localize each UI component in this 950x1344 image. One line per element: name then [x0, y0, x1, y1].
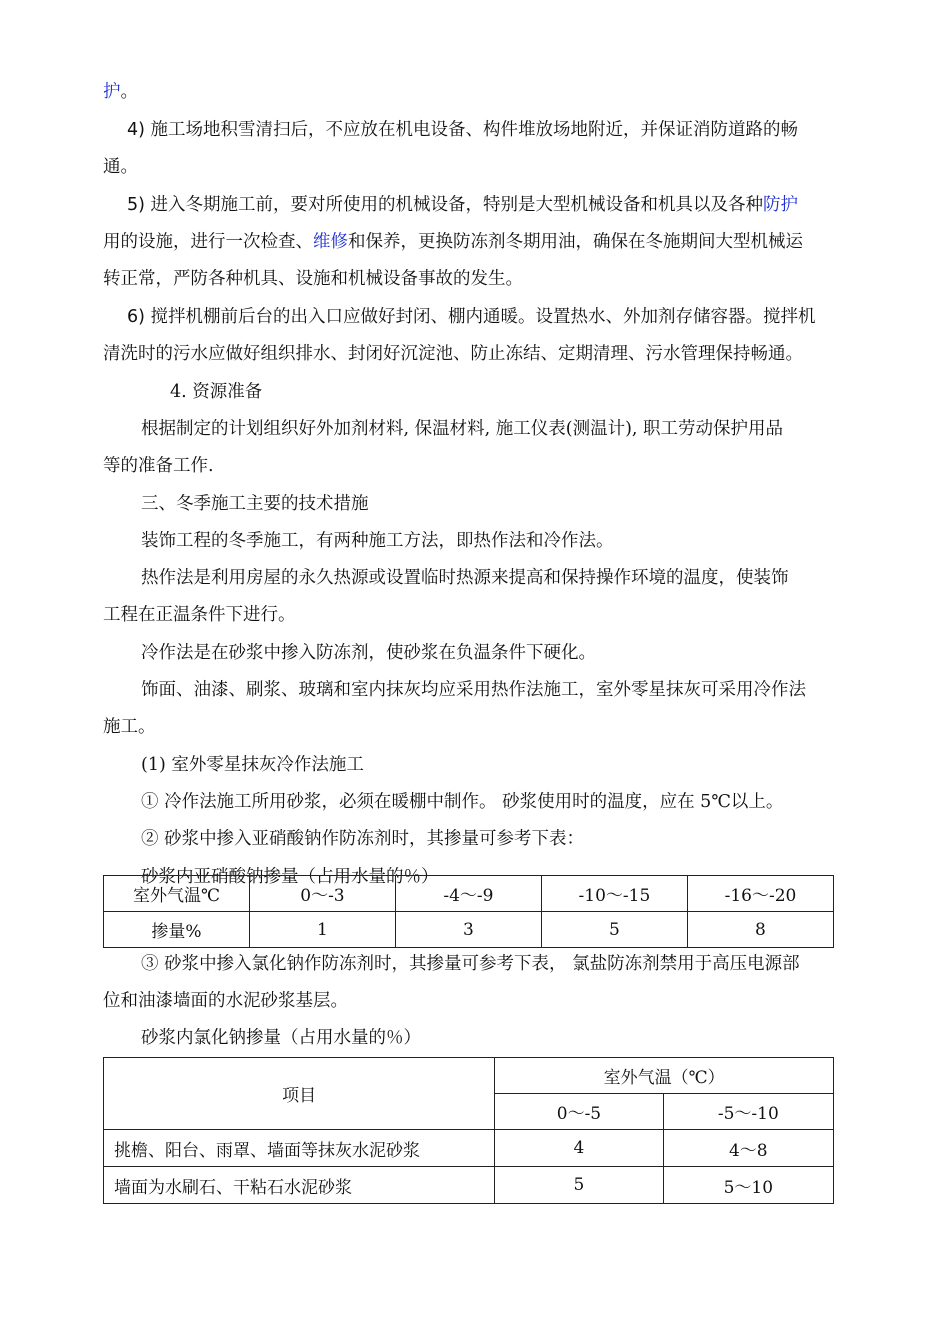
table-row [104, 1167, 834, 1204]
item-5-text: 进入冬期施工前，要对所使用的机械设备，特别是大型机械设备和机具以及各种 [144, 195, 764, 215]
table-1-header-cell: -16～-20 [687, 876, 833, 912]
table-1-header-cell: -4～-9 [395, 876, 541, 912]
table-1-header-cell: 室外气温℃ [104, 876, 250, 912]
item-5-text-a: 用的设施，进行一次检查、 [103, 232, 313, 252]
protection-link-2[interactable]: 防护 [763, 195, 799, 215]
paragraph-cold-method: 冷作法是在砂浆中掺入防冻剂，使砂浆在负温条件下硬化。 [141, 643, 596, 663]
table-row [104, 1130, 834, 1167]
table-1-caption: 砂浆内亚硝酸钠掺量（占用水量的％） [141, 867, 439, 887]
protection-link[interactable]: 护 [103, 82, 121, 102]
item-4-number: 4) [127, 120, 145, 140]
paragraph-finishing-2: 施工。 [103, 717, 156, 737]
section-3-heading: 三、冬季施工主要的技术措施 [141, 494, 369, 514]
item-5-number: 5) [127, 195, 145, 215]
table-2-cell: 5 [495, 1167, 663, 1204]
item-4-text: 施工场地积雪清扫后，不应放在机电设备、构件堆放场地附近，并保证消防道路的畅 [144, 120, 799, 140]
period: 。 [120, 82, 138, 102]
item-4-line-2: 通。 [103, 157, 138, 177]
table-2-subheader-cell: -5～-10 [663, 1094, 833, 1130]
item-5-text-b: 和保养，更换防冻剂冬期用油，确保在冬施期间大型机械运 [348, 232, 803, 252]
section-4-line-2: 等的准备工作. [103, 456, 214, 476]
paragraph-hot-method-1: 热作法是利用房屋的永久热源或设置临时热源来提高和保持操作环境的温度，使装饰 [141, 568, 789, 588]
item-6-line-2: 清洗时的污水应做好组织排水、封闭好沉淀池、防止冻结、定期清理、污水管理保持畅通。 [103, 344, 803, 364]
table-2-subheader-cell: 0～-5 [495, 1094, 663, 1130]
paragraph-finishing-1: 饰面、油漆、刷浆、玻璃和室内抹灰均应采用热作法施工，室外零星抹灰可采用冷作法 [141, 680, 806, 700]
table-2-cell: 4 [495, 1130, 663, 1167]
section-4-title: 4. 资源准备 [170, 382, 263, 402]
table-1-header-cell: 0～-3 [249, 876, 395, 912]
table-1-cell: 掺量% [104, 912, 250, 948]
point-3-line-1: ③ 砂浆中掺入氯化钠作防冻剂时，其掺量可参考下表， 氯盐防冻剂禁用于高压电源部 [141, 954, 800, 974]
table-2-row-label: 墙面为水刷石、干粘石水泥砂浆 [104, 1167, 495, 1204]
table-2-header-row [104, 1058, 834, 1094]
table-2-cell: 4～8 [663, 1130, 833, 1167]
point-2: ② 砂浆中掺入亚硝酸钠作防冻剂时，其掺量可参考下表： [141, 829, 585, 849]
item-6-text: 搅拌机棚前后台的出入口应做好封闭、棚内通暖。设置热水、外加剂存储容器。搅拌机 [144, 307, 816, 327]
item-4-line-1 [127, 118, 798, 142]
point-1: ① 冷作法施工所用砂浆，必须在暖棚中制作。 砂浆使用时的温度，应在 5℃以上。 [141, 792, 784, 812]
table-1-header-cell: -10～-15 [541, 876, 687, 912]
sodium-chloride-table [103, 1057, 834, 1204]
section-4-line-1: 根据制定的计划组织好外加剂材料, 保温材料, 施工仪表(测温计), 职工劳动保护用品 [141, 419, 784, 439]
table-1-header-row [104, 876, 834, 912]
item-6-number: 6) [127, 307, 145, 327]
table-1-cell: 5 [541, 912, 687, 948]
maintenance-link[interactable]: 维修 [313, 232, 348, 252]
table-1-cell: 3 [395, 912, 541, 948]
item-5-line-3: 转正常，严防各种机具、设施和机械设备事故的发生。 [103, 269, 523, 289]
paragraph-continuation [103, 80, 138, 104]
subsection-1-title: (1) 室外零星抹灰冷作法施工 [141, 755, 364, 775]
point-3-line-2: 位和油漆墙面的水泥砂浆基层。 [103, 991, 348, 1011]
table-1-cell: 1 [249, 912, 395, 948]
table-1-value-row [104, 912, 834, 948]
sodium-nitrite-table [103, 875, 834, 948]
paragraph-hot-method-2: 工程在正温条件下进行。 [103, 605, 296, 625]
table-2-item-header: 项目 [104, 1058, 495, 1130]
item-6-line-1 [127, 305, 816, 329]
table-1-cell: 8 [687, 912, 833, 948]
item-5-line-2 [103, 230, 803, 254]
table-2-temp-header: 室外气温（℃） [495, 1058, 834, 1094]
table-2-cell: 5～10 [663, 1167, 833, 1204]
table-2-row-label: 挑檐、阳台、雨罩、墙面等抹灰水泥砂浆 [104, 1130, 495, 1167]
table-2-caption: 砂浆内氯化钠掺量（占用水量的％） [141, 1028, 421, 1048]
item-5-line-1 [127, 193, 798, 217]
paragraph-methods: 装饰工程的冬季施工，有两种施工方法，即热作法和冷作法。 [141, 531, 614, 551]
